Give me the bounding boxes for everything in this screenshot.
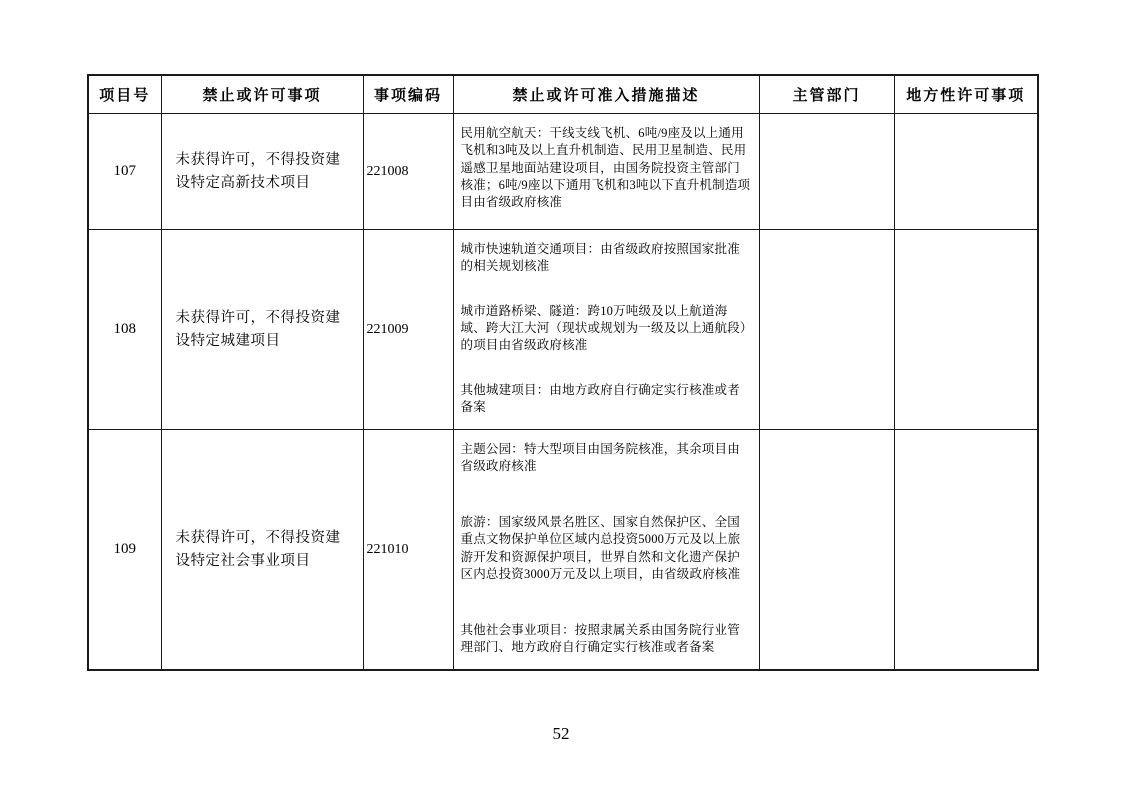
- header-department: 主管部门: [759, 75, 894, 114]
- local-permit-cell: [894, 114, 1038, 230]
- description-paragraph: 旅游：国家级风景名胜区、国家自然保护区、全国重点文物保护单位区域内总投资5000万元及以上旅游开发和资源保护项目，世界自然和文化遗产保护区内总投资3000万元及以上项目，由省级政府核准: [460, 515, 741, 581]
- code-cell: 221009: [363, 230, 453, 430]
- department-cell: [759, 430, 894, 671]
- description-paragraph: 主题公园：特大型项目由国务院核准，其余项目由省级政府核准: [460, 442, 740, 474]
- project-no-cell: 108: [88, 230, 161, 430]
- header-code: 事项编码: [363, 75, 453, 114]
- header-local-permit: 地方性许可事项: [894, 75, 1038, 114]
- description-paragraph: 其他社会事业项目：按照隶属关系由国务院行业管理部门、地方政府自行确定实行核准或者备案: [460, 622, 740, 654]
- page-number: 52: [552, 724, 570, 743]
- table-header-row: [88, 75, 1038, 114]
- item-cell: 未获得许可，不得投资建设特定社会事业项目: [161, 430, 363, 671]
- header-description: 禁止或许可准入措施描述: [453, 75, 759, 114]
- description-paragraph: 民用航空航天：干线支线飞机、6吨/9座及以上通用飞机和3吨及以上直升机制造、民用卫星制造、民用遥感卫星地面站建设项目，由国务院投资主管部门核准；6吨/9座以下通用飞机和3吨以下直升机制造项目由省级政府核准: [460, 126, 751, 209]
- description-paragraph: 其他城建项目：由地方政府自行确定实行核准或者备案: [460, 382, 740, 414]
- description-cell: [453, 114, 759, 230]
- project-no-cell: 109: [88, 430, 161, 671]
- local-permit-cell: [894, 230, 1038, 430]
- description-paragraph: 城市快速轨道交通项目：由省级政府按照国家批准的相关规划核准: [460, 242, 740, 274]
- department-cell: [759, 230, 894, 430]
- header-project-no: 项目号: [88, 75, 161, 114]
- description-wrap: [454, 230, 759, 429]
- header-item: 禁止或许可事项: [161, 75, 363, 114]
- description-wrap: [454, 114, 759, 229]
- project-no-cell: 107: [88, 114, 161, 230]
- description-cell: [453, 230, 759, 430]
- code-cell: 221008: [363, 114, 453, 230]
- table-row-108: [88, 230, 1038, 430]
- table-row-107: [88, 114, 1038, 230]
- description-wrap: [454, 430, 759, 669]
- code-cell: 221010: [363, 430, 453, 671]
- department-cell: [759, 114, 894, 230]
- permit-table: [87, 74, 1039, 671]
- description-paragraph: 城市道路桥梁、隧道：跨10万吨级及以上航道海域、跨大江大河（现状或规划为一级及以上通航段）的项目由省级政府核准: [460, 303, 747, 353]
- item-cell: 未获得许可，不得投资建设特定高新技术项目: [161, 114, 363, 230]
- table-row-109: [88, 430, 1038, 671]
- local-permit-cell: [894, 430, 1038, 671]
- item-cell: 未获得许可，不得投资建设特定城建项目: [161, 230, 363, 430]
- description-cell: [453, 430, 759, 671]
